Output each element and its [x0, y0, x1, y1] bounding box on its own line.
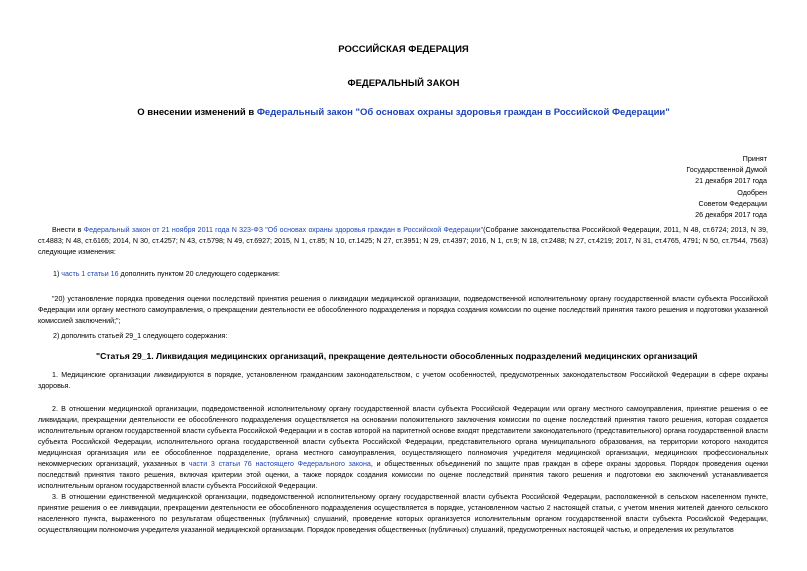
law-title [0, 107, 807, 118]
law-title-link[interactable]: Федеральный закон "Об основах охраны здоровья граждан в Российской Федерации" [256, 107, 670, 118]
country-heading: РОССИЙСКАЯ ФЕДЕРАЦИЯ [338, 44, 469, 55]
accepted-label: Принят [742, 154, 767, 163]
article-part-3: 3. В отношении единственной медицинской организации, подведомственной исполнительному органу государственной власти субъекта Российской Федерации, расположенной в сельском населенном пункте, принятие решения о ее ликвидации, прекращении деятельности ее обособленного подразделения осуществляется в порядке, установленном частью 2 настоящей статьи, с учетом мнения жителей данного сельского населенного пункта, выраженного по результатам общественных (публичных) слушаний, проведение которых организуется исполнительным органом государственной власти субъекта Российской Федерации, осуществляющим полномочия учредителя указанной медицинской организации. Порядок проведения общественных (публичных) слушаний, предусмотренных настоящей частью, и определения их результатов [38, 493, 768, 534]
intro-paragraph [38, 225, 768, 258]
article-part-2-text-b: , и общественных объединений по защите прав граждан в сфере охраны здоровья. Порядок проведения оценки последствий принятия такого решения, включая критерии этой оценки, а также порядок создания комиссии по оценке последствий принятия такого решения и подготовки ею заключений устанавливается исполнительным органом государственной власти субъекта Российской Федерации. [38, 460, 768, 490]
approved-block [695, 187, 767, 220]
article-part-2-text-a: 2. В отношении медицинской организации, подведомственной исполнительному органу государственной власти субъекта Российской Федерации или органу местного самоуправления, принятие решения о ее ликвидации, прекращении деятельности ее обособленного подразделения осуществляется на основании положительного заключения комиссии по оценке последствий принятия такого решения, которая создается исполнительным органом государственной власти субъекта Российской Федерации и в состав которой на паритетной основе входят представители законодательного (представительного) органа государственной власти субъекта Российской Федерации, исполнительного органа государственной власти субъекта Российской Федерации, представительного органа муниципального образования, на территории которого находится медицинская организация или ее обособленное подразделение, органа местного самоуправления, осуществляющего полномочия учредителя медицинской организации, медицинских профессиональных некоммерческих организаций, указанных в [38, 405, 768, 468]
intro-suffix: (Собрание законодательства Российской Федерации, 2011, N 48, ст.6724; 2013, N 39, ст.4883; N 48, ст.6165; 2014, N 30, ст.4257; N 43, ст.5798; N 49, ст.6927; 2015, N 1, ст.85; N 10, ст.1425; N 27, ст.3951; N 29, ст.4397; 2016, N 1, ст.9; N 18, ст.2488; N 27, ст.4219; 2017, N 31, ст.4765, 4791; N 50, ст.7544, 7563) следующие изменения: [38, 226, 768, 256]
item-1-prefix: 1) [53, 270, 62, 278]
article-part-1: 1. Медицинские организации ликвидируются в порядке, установленном гражданским законодательством, с учетом особенностей, предусмотренных законодательством Российской Федерации в сфере охраны здоровья. [38, 371, 768, 390]
intro-prefix: Внести в [52, 226, 84, 234]
law-type-heading: ФЕДЕРАЛЬНЫЙ ЗАКОН [347, 78, 460, 89]
accepted-body: Государственной Думой [686, 165, 767, 174]
article-heading: "Статья 29_1. Ликвидация медицинских организаций, прекращение деятельности обособленных подразделений медицинских организаций [96, 351, 698, 361]
item-2-paragraph: 2) дополнить статьей 29_1 следующего содержания: [53, 332, 228, 340]
item-1-suffix: дополнить пунктом 20 следующего содержания: [118, 270, 280, 278]
article-part-2-link[interactable]: части 3 статьи 76 настоящего Федерального закона [188, 460, 371, 468]
quote-item-20: "20) установление порядка проведения оценки последствий принятия решения о ликвидации медицинской организации, подведомственной исполнительному органу государственной власти субъекта Российской Федерации или органу местного самоуправления, о прекращении деятельности ее обособленного подразделения и порядка создания комиссии по оценке последствий принятия такого решения и подготовки указанной комиссией заключений;"; [38, 295, 768, 325]
law-title-prefix: О внесении изменений в [137, 107, 257, 118]
article-part-2 [38, 404, 768, 492]
intro-law-link[interactable]: Федеральный закон от 21 ноября 2011 года N 323-ФЗ "Об основах охраны здоровья граждан в Российской Федерации" [83, 226, 484, 234]
approved-label: Одобрен [737, 188, 767, 197]
approved-body: Советом Федерации [698, 199, 767, 208]
item-1-paragraph [38, 269, 783, 280]
accepted-block [686, 153, 767, 186]
approved-date: 26 декабря 2017 года [695, 210, 767, 219]
accepted-date: 21 декабря 2017 года [695, 176, 767, 185]
item-1-link[interactable]: часть 1 статьи 16 [61, 270, 119, 278]
